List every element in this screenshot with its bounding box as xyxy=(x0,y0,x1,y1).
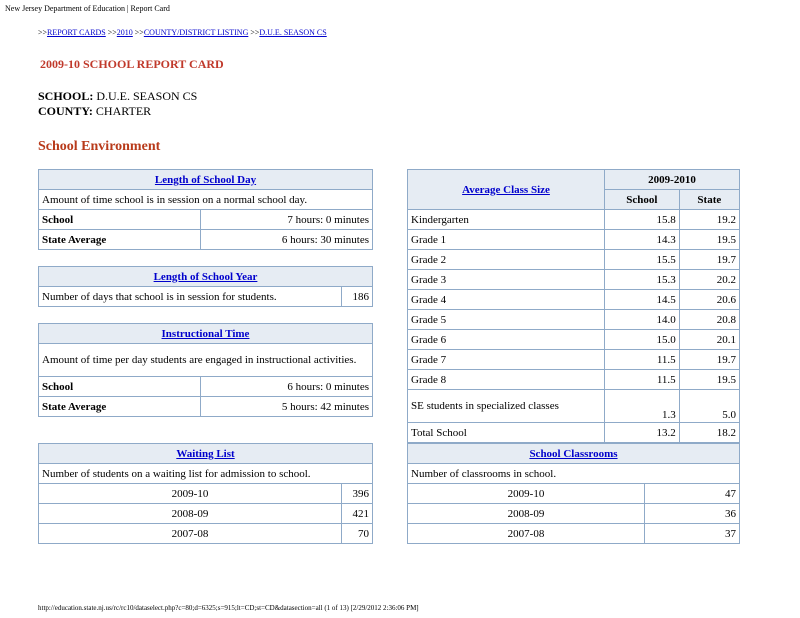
county-name: CHARTER xyxy=(95,104,152,118)
table-row: State Average 5 hours: 42 minutes xyxy=(39,397,373,417)
breadcrumb-report-cards[interactable]: REPORT CARDS xyxy=(47,28,106,37)
breadcrumb-school[interactable]: D.U.E. SEASON CS xyxy=(259,28,327,37)
classrooms-title-link[interactable]: School Classrooms xyxy=(529,447,618,460)
table-row: School 7 hours: 0 minutes xyxy=(39,210,373,230)
waiting-list-table xyxy=(38,443,373,544)
table-row: Grade 8 11.5 19.5 xyxy=(408,370,740,390)
table-row: Grade 5 14.0 20.8 xyxy=(408,310,740,330)
school-year-title-link[interactable]: Length of School Year xyxy=(153,270,258,283)
school-day-desc: Amount of time school is in session on a normal school day. xyxy=(39,190,373,210)
school-label: SCHOOL: xyxy=(38,89,94,103)
table-row: 2007-08 37 xyxy=(408,524,740,544)
class-size-col-state: State xyxy=(679,190,739,210)
county-label: COUNTY: xyxy=(38,104,93,118)
table-row: Total School 13.2 18.2 xyxy=(408,423,740,443)
school-day-table xyxy=(38,169,373,250)
classrooms-table xyxy=(407,443,740,544)
school-year-value: 186 xyxy=(342,287,373,307)
table-row: 2009-10 396 xyxy=(39,484,373,504)
breadcrumb: >>REPORT CARDS >>2010 >>COUNTY/DISTRICT LISTING >>D.U.E. SEASON CS xyxy=(38,28,327,37)
school-info xyxy=(38,89,197,119)
table-row: Grade 7 11.5 19.7 xyxy=(408,350,740,370)
school-year-desc: Number of days that school is in session for students. xyxy=(39,287,342,307)
table-row xyxy=(39,287,373,307)
table-row: Grade 3 15.3 20.2 xyxy=(408,270,740,290)
school-day-title-link[interactable]: Length of School Day xyxy=(154,173,257,186)
page-header: New Jersey Department of Education | Report Card xyxy=(5,4,170,13)
page-footer-url: http://education.state.nj.us/rc/rc10/dataselect.php?c=80;d=6325;s=915;lt=CD;st=CD&datasection=all (1 of 13) [2/29/2012 2:36:06 PM] xyxy=(38,604,419,612)
class-size-year: 2009-2010 xyxy=(605,170,740,190)
table-row: School 6 hours: 0 minutes xyxy=(39,377,373,397)
classrooms-desc: Number of classrooms in school. xyxy=(408,464,740,484)
breadcrumb-year[interactable]: 2010 xyxy=(116,28,133,37)
class-size-table xyxy=(407,169,740,443)
table-row: Grade 1 14.3 19.5 xyxy=(408,230,740,250)
class-size-title-link[interactable]: Average Class Size xyxy=(462,183,550,196)
school-name: D.U.E. SEASON CS xyxy=(96,89,198,103)
table-row: SE students in specialized classes 1.3 5.0 xyxy=(408,390,740,423)
table-row: 2008-09 36 xyxy=(408,504,740,524)
table-row: Grade 2 15.5 19.7 xyxy=(408,250,740,270)
table-row: State Average 6 hours: 30 minutes xyxy=(39,230,373,250)
table-row: Grade 4 14.5 20.6 xyxy=(408,290,740,310)
instructional-time-title-link[interactable]: Instructional Time xyxy=(161,327,250,340)
section-title: School Environment xyxy=(38,139,161,154)
table-row: 2008-09 421 xyxy=(39,504,373,524)
school-year-table xyxy=(38,266,373,307)
table-row: 2007-08 70 xyxy=(39,524,373,544)
breadcrumb-county-listing[interactable]: COUNTY/DISTRICT LISTING xyxy=(143,28,249,37)
table-row: Grade 6 15.0 20.1 xyxy=(408,330,740,350)
class-size-col-school: School xyxy=(605,190,680,210)
report-title: 2009-10 SCHOOL REPORT CARD xyxy=(40,57,224,71)
waiting-list-title-link[interactable]: Waiting List xyxy=(176,447,235,460)
table-row: Kindergarten 15.8 19.2 xyxy=(408,210,740,230)
instructional-time-table xyxy=(38,323,373,417)
table-row: 2009-10 47 xyxy=(408,484,740,504)
instructional-time-desc: Amount of time per day students are engaged in instructional activities. xyxy=(39,344,373,377)
waiting-list-desc: Number of students on a waiting list for admission to school. xyxy=(39,464,373,484)
